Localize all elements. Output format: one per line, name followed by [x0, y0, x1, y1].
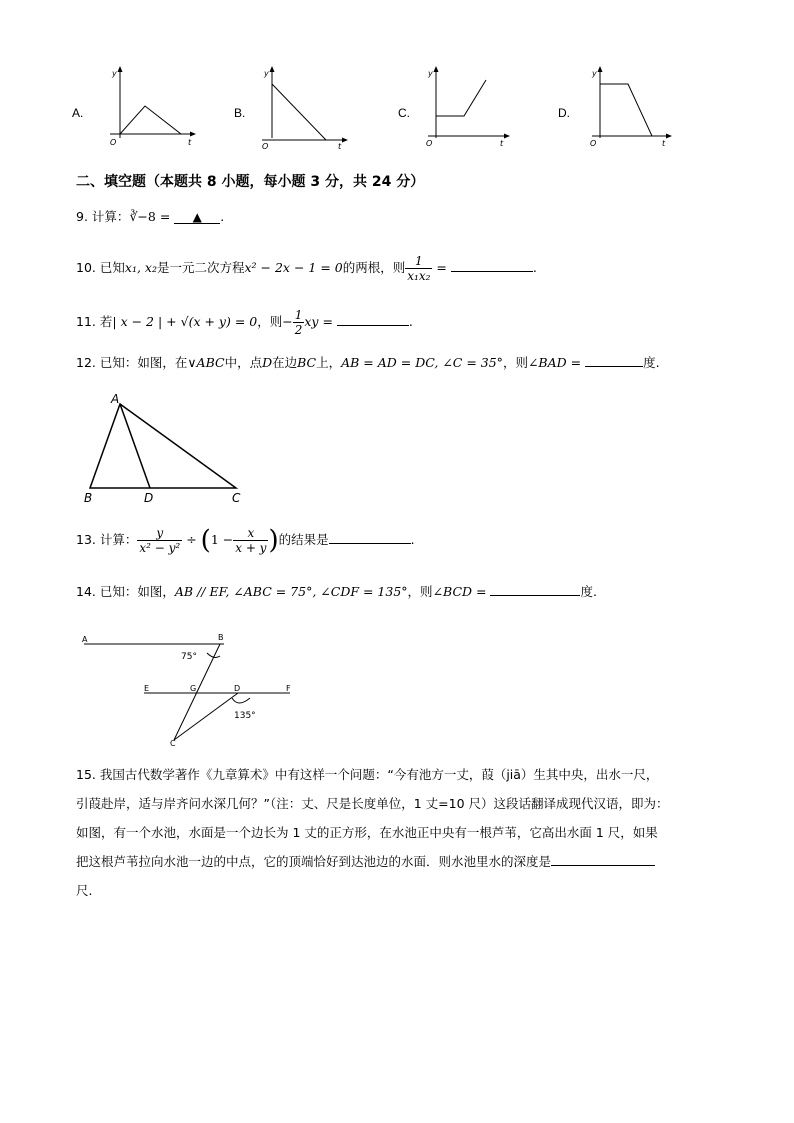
q11-negative: −: [282, 314, 293, 329]
option-d-label: D.: [558, 106, 570, 120]
option-a-label: A.: [72, 106, 84, 120]
t-axis-label: t: [188, 138, 192, 147]
q13-number: 13.: [76, 532, 96, 547]
q14-answer-blank[interactable]: [490, 583, 580, 596]
point-d-label: D: [144, 491, 154, 505]
q15-line-3: 如图，有一个水池，水面是一个边长为 1 丈的正方形，在水池正中央有一根芦苇，它高出水面 1 尺，如果: [76, 825, 658, 840]
q12-text-b: 中，点: [224, 355, 263, 370]
q9-end: .: [220, 209, 225, 224]
q9-number: 9.: [76, 209, 88, 224]
point-e-label: E: [144, 684, 150, 693]
q11-text-b: ，则: [257, 314, 283, 329]
angle-75-label: 75°: [181, 652, 197, 662]
q13-end: .: [410, 532, 415, 547]
option-c-graph: [418, 62, 522, 152]
origin-label: O: [110, 138, 117, 147]
q14-condition: AB // EF, ∠ABC = 75°, ∠CDF = 135°: [174, 584, 408, 599]
y-axis-label: y: [428, 69, 433, 78]
q12-side-bc: BC: [297, 355, 317, 370]
q10-text-a: 已知: [99, 260, 125, 275]
point-g-label: G: [190, 684, 197, 693]
q15-answer-blank[interactable]: [551, 853, 655, 866]
q14-text-b: ，则: [407, 584, 433, 599]
question-12: [76, 354, 660, 372]
option-b-graph: [252, 62, 356, 152]
point-c-label: C: [170, 739, 176, 748]
vertex-c-label: C: [232, 491, 241, 505]
q10-end: .: [532, 260, 537, 275]
vertex-b-label: B: [84, 491, 93, 505]
y-axis-label: y: [112, 69, 117, 78]
q12-text-d: 上，: [316, 355, 342, 370]
q12-end: 度.: [643, 355, 660, 370]
q11-text-a: 若: [99, 314, 113, 329]
triangle-abc-figure: [78, 390, 258, 508]
q9-radical: ∛−8: [129, 209, 156, 224]
q13-frac1-denominator: x² − y²: [139, 541, 181, 555]
q14-text-a: 已知：如图，: [99, 584, 175, 599]
q15-line-1: 15. 我国古代数学著作《九章算术》中有这样一个问题：“今有池方一丈，葭（jiā）生其中央，出水一尺，: [76, 767, 659, 782]
q11-fraction: [293, 308, 305, 337]
point-a-label: A: [82, 635, 88, 644]
q11-xy: xy =: [304, 314, 337, 329]
q12-answer-blank[interactable]: [585, 354, 643, 367]
q10-equals: =: [432, 260, 451, 275]
q13-frac2-numerator: x: [247, 526, 255, 540]
q13-fraction-1: [137, 526, 182, 555]
point-d-label: D: [234, 684, 241, 693]
question-13: 13. 计算： $\frac{y}{\text{x² − y²}}$ ÷ (1 − $\frac{x}{x + y}$ )的结果是 .: [76, 525, 415, 556]
q10-frac-denominator: x₁x₂: [407, 269, 431, 283]
q11-frac-denominator: 2: [294, 323, 303, 337]
origin-label: O: [262, 142, 269, 151]
q14-number: 14.: [76, 584, 96, 599]
q14-ask: ∠BCD =: [432, 584, 491, 599]
question-15: [76, 760, 726, 905]
vertex-a-label: A: [111, 392, 120, 406]
t-axis-label: t: [500, 139, 504, 148]
y-axis-label: y: [264, 69, 269, 78]
q11-end: .: [408, 314, 413, 329]
q12-triangle: ∨ABC: [187, 355, 225, 370]
q10-roots: x₁, x₂: [124, 260, 157, 275]
q11-number: 11.: [76, 314, 96, 329]
q10-text-c: 的两根，则: [342, 260, 406, 275]
question-9: [76, 208, 224, 226]
point-f-label: F: [286, 684, 291, 693]
q15-line-2: 引葭赴岸，适与岸齐问水深几何？”（注：丈、尺是长度单位，1 丈=10 尺）这段话翻译成现代汉语，即为：: [76, 796, 669, 811]
q12-text-a: 已知：如图，在: [99, 355, 188, 370]
q10-answer-blank[interactable]: [451, 259, 533, 272]
q10-frac-numerator: 1: [414, 254, 423, 268]
section-title: 二、填空题（本题共 8 小题，每小题 3 分，共 24 分）: [76, 174, 425, 190]
option-d-graph: [584, 62, 688, 152]
q14-end: 度.: [580, 584, 597, 599]
q13-answer-blank[interactable]: [329, 531, 411, 544]
q10-number: 10.: [76, 260, 96, 275]
q13-text-a: 计算：: [99, 532, 138, 547]
option-b-label: B.: [234, 106, 246, 120]
q9-answer-blank[interactable]: ▲: [174, 211, 220, 224]
question-11: [76, 302, 413, 342]
q10-text-b: 是一元二次方程: [156, 260, 245, 275]
q13-frac1-numerator: y: [156, 526, 164, 540]
q10-equation: x² − 2x − 1 = 0: [244, 260, 343, 275]
q11-expression: | x − 2 | + √(x + y) = 0: [112, 314, 258, 329]
q9-prefix: 计算：: [91, 209, 130, 224]
q13-one-minus: 1 −: [210, 532, 234, 547]
origin-label: O: [590, 139, 597, 148]
q10-fraction: [405, 254, 432, 283]
t-axis-label: t: [338, 142, 342, 151]
question-10: [76, 248, 537, 288]
point-b-label: B: [218, 633, 224, 642]
q13-fraction-2: [233, 526, 268, 555]
q12-text-c: 在边: [272, 355, 298, 370]
origin-label: O: [426, 139, 433, 148]
q12-point-d: D: [262, 355, 273, 370]
q9-equals: =: [155, 209, 175, 224]
q11-frac-numerator: 1: [294, 308, 303, 322]
q12-condition: AB = AD = DC, ∠C = 35°: [341, 355, 503, 370]
y-axis-label: y: [592, 69, 597, 78]
q13-frac2-denominator: x + y: [235, 541, 267, 555]
q12-text-e: ，则: [502, 355, 528, 370]
option-a-graph: [96, 62, 200, 152]
q13-divide: ÷: [182, 532, 201, 547]
q11-answer-blank[interactable]: [337, 313, 409, 326]
q15-line-4: 把这根芦苇拉向水池一边的中点，它的顶端恰好到达池边的水面．则水池里水的深度是: [76, 854, 552, 869]
q13-text-b: 的结果是: [278, 532, 329, 547]
question-14: [76, 583, 597, 601]
t-axis-label: t: [662, 139, 666, 148]
q12-ask: ∠BAD =: [527, 355, 586, 370]
angle-135-label: 135°: [234, 711, 256, 721]
parallel-lines-figure: [78, 628, 308, 752]
q15-line-5: 尺.: [76, 883, 93, 898]
q12-number: 12.: [76, 355, 96, 370]
q15-line-4-wrap: [76, 847, 726, 876]
option-c-label: C.: [398, 106, 410, 120]
